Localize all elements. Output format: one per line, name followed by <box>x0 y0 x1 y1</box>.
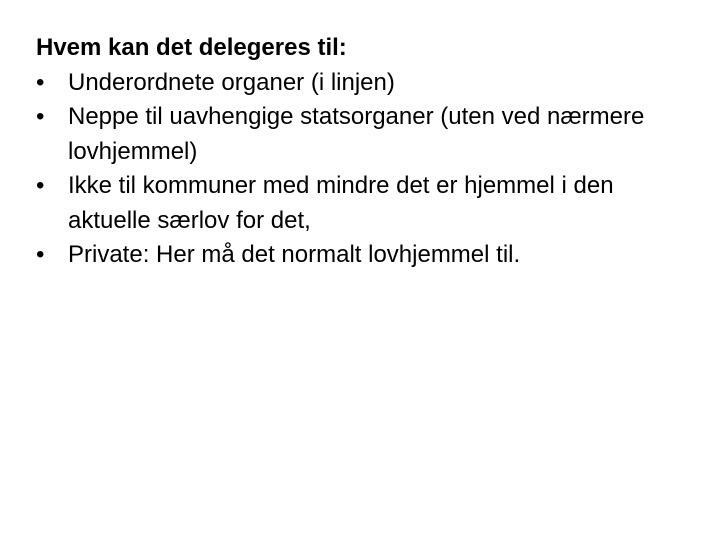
list-item <box>36 100 696 169</box>
list-item <box>36 66 696 101</box>
bullet-icon: • <box>36 68 45 96</box>
bullet-text: Underordnete organer (i linjen) <box>68 68 395 96</box>
bullet-text: Neppe til uavhengige statsorganer (uten ved nærmere lovhjemmel) <box>68 103 645 165</box>
bullet-text: Ikke til kommuner med mindre det er hjemmel i den aktuelle særlov for det, <box>68 172 614 234</box>
bullet-list <box>36 66 696 273</box>
bullet-text: Private: Her må det normalt lovhjemmel til. <box>68 241 521 268</box>
bullet-icon: • <box>36 103 45 130</box>
bullet-icon: • <box>36 172 45 199</box>
bullet-icon: • <box>36 241 45 268</box>
list-item <box>36 169 696 238</box>
list-item <box>36 238 696 273</box>
slide-heading: Hvem kan det delegeres til: <box>36 34 347 61</box>
slide-body <box>36 31 696 273</box>
